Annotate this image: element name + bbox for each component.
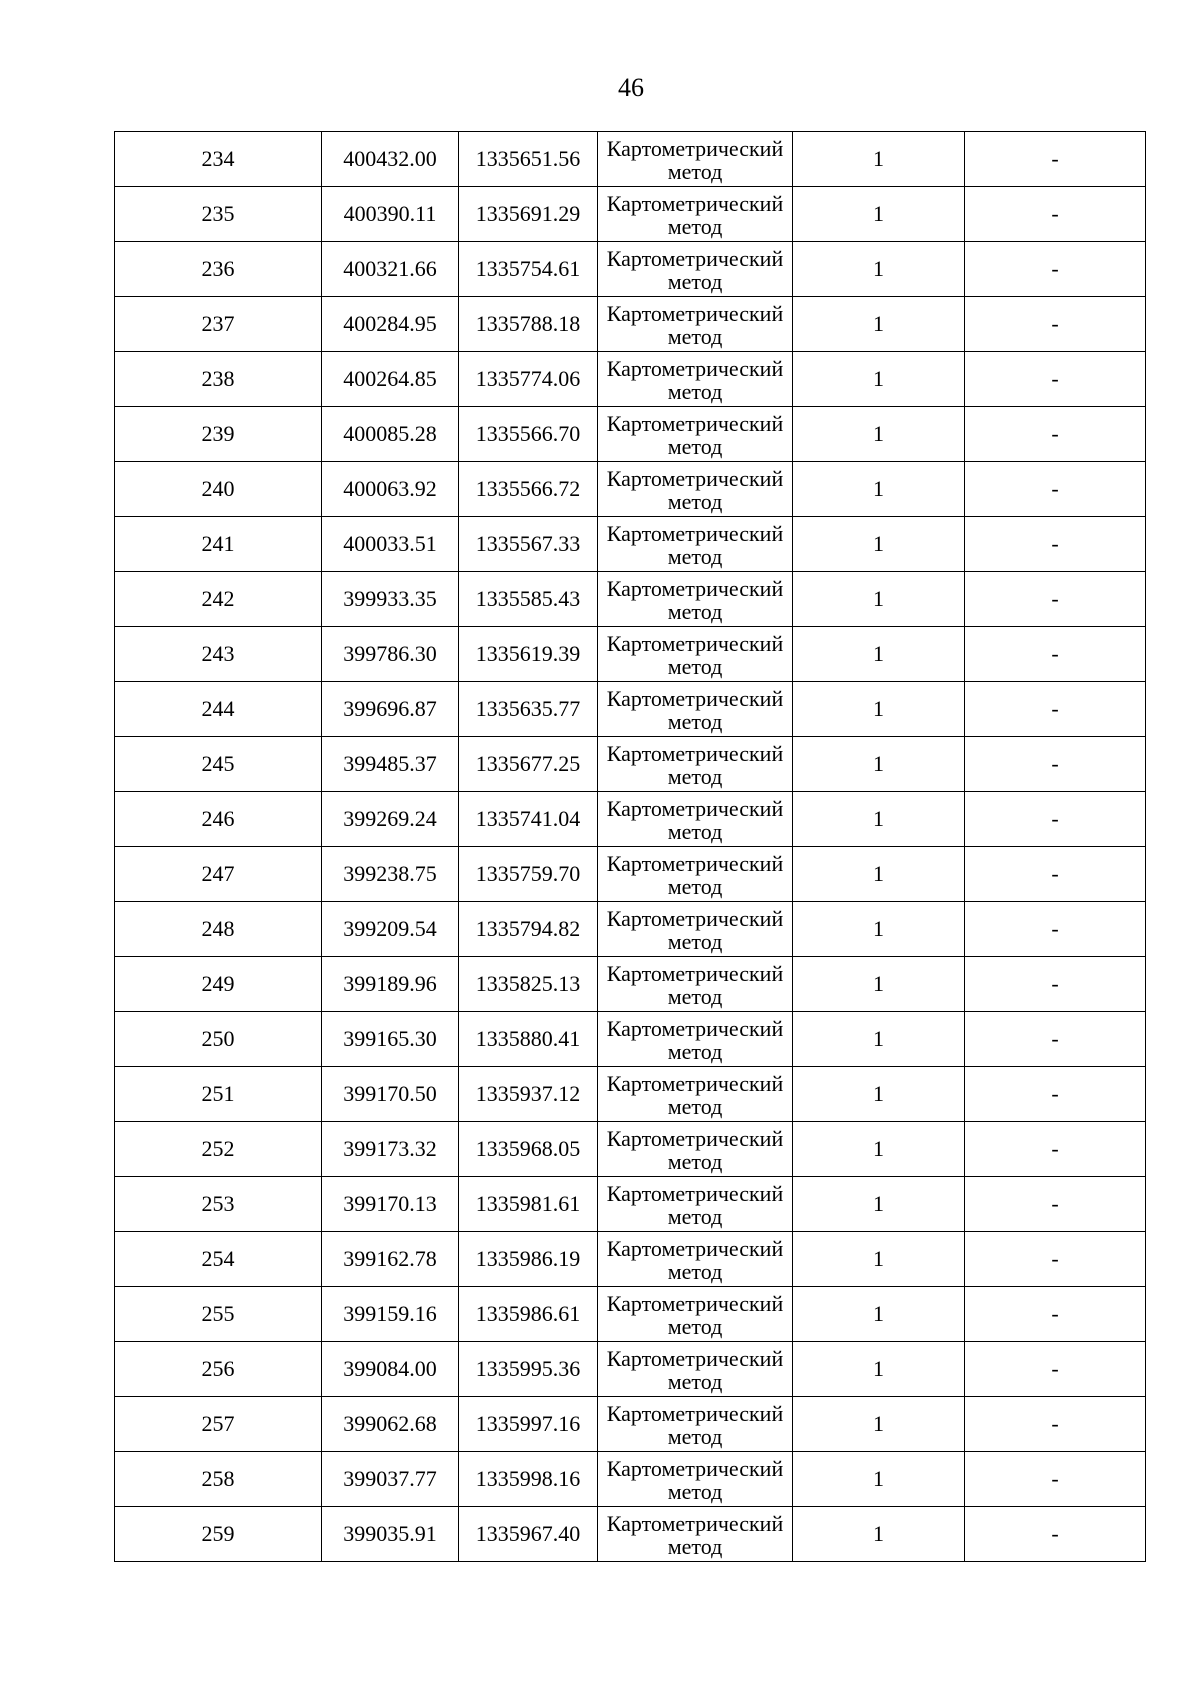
method-text-line1: Картометрический: [606, 355, 784, 381]
method-text-line2: метод: [667, 1203, 723, 1229]
accuracy-cell: 1: [793, 132, 965, 187]
point-number-cell: 252: [115, 1122, 322, 1177]
method-text-line1: Картометрический: [606, 1290, 784, 1316]
accuracy-cell: 1: [793, 462, 965, 517]
accuracy-cell: 1: [793, 1342, 965, 1397]
x-coordinate-cell: 400085.28: [322, 407, 459, 462]
accuracy-cell: 1: [793, 572, 965, 627]
accuracy-cell: 1: [793, 737, 965, 792]
accuracy-cell: 1: [793, 1177, 965, 1232]
note-cell: -: [965, 572, 1146, 627]
method-text-line1: Картометрический: [606, 190, 784, 216]
table-row: [115, 1067, 1146, 1122]
y-coordinate-cell: 1335986.61: [459, 1287, 598, 1342]
method-text-line1: Картометрический: [606, 1510, 784, 1536]
table-row: [115, 242, 1146, 297]
method-text-line2: метод: [667, 488, 723, 514]
method-text-line2: метод: [667, 818, 723, 844]
point-number-cell: 246: [115, 792, 322, 847]
point-number-cell: 256: [115, 1342, 322, 1397]
x-coordinate-cell: 400321.66: [322, 242, 459, 297]
method-text-line1: Картометрический: [606, 905, 784, 931]
x-coordinate-cell: 399238.75: [322, 847, 459, 902]
x-coordinate-cell: 399062.68: [322, 1397, 459, 1452]
y-coordinate-cell: 1335566.72: [459, 462, 598, 517]
table-row: [115, 462, 1146, 517]
method-cell: [598, 1232, 793, 1287]
method-text-line1: Картометрический: [606, 960, 784, 986]
accuracy-cell: 1: [793, 297, 965, 352]
point-number-cell: 257: [115, 1397, 322, 1452]
method-text-line1: Картометрический: [606, 740, 784, 766]
table-row: [115, 1012, 1146, 1067]
accuracy-cell: 1: [793, 682, 965, 737]
method-text-line2: метод: [667, 928, 723, 954]
accuracy-cell: 1: [793, 1507, 965, 1562]
y-coordinate-cell: 1335986.19: [459, 1232, 598, 1287]
y-coordinate-cell: 1335759.70: [459, 847, 598, 902]
note-cell: -: [965, 902, 1146, 957]
point-number-cell: 234: [115, 132, 322, 187]
method-cell: [598, 187, 793, 242]
point-number-cell: 240: [115, 462, 322, 517]
note-cell: -: [965, 1177, 1146, 1232]
accuracy-cell: 1: [793, 1067, 965, 1122]
x-coordinate-cell: 400390.11: [322, 187, 459, 242]
method-text-line2: метод: [667, 1478, 723, 1504]
note-cell: -: [965, 132, 1146, 187]
table-row: [115, 132, 1146, 187]
note-cell: -: [965, 242, 1146, 297]
note-cell: -: [965, 1122, 1146, 1177]
method-text-line2: метод: [667, 708, 723, 734]
method-cell: [598, 572, 793, 627]
table-row: [115, 902, 1146, 957]
x-coordinate-cell: 399696.87: [322, 682, 459, 737]
method-text-line2: метод: [667, 653, 723, 679]
point-number-cell: 244: [115, 682, 322, 737]
accuracy-cell: 1: [793, 902, 965, 957]
method-cell: [598, 902, 793, 957]
point-number-cell: 245: [115, 737, 322, 792]
method-text-line2: метод: [667, 378, 723, 404]
note-cell: -: [965, 462, 1146, 517]
method-text-line2: метод: [667, 213, 723, 239]
y-coordinate-cell: 1335937.12: [459, 1067, 598, 1122]
method-text-line2: метод: [667, 873, 723, 899]
x-coordinate-cell: 399933.35: [322, 572, 459, 627]
y-coordinate-cell: 1335825.13: [459, 957, 598, 1012]
table-body: [115, 132, 1146, 1562]
y-coordinate-cell: 1335651.56: [459, 132, 598, 187]
method-text-line2: метод: [667, 543, 723, 569]
note-cell: -: [965, 1342, 1146, 1397]
table-row: [115, 957, 1146, 1012]
method-cell: [598, 1122, 793, 1177]
accuracy-cell: 1: [793, 847, 965, 902]
x-coordinate-cell: 399159.16: [322, 1287, 459, 1342]
method-cell: [598, 682, 793, 737]
x-coordinate-cell: 399189.96: [322, 957, 459, 1012]
method-text-line2: метод: [667, 1423, 723, 1449]
y-coordinate-cell: 1335880.41: [459, 1012, 598, 1067]
method-cell: [598, 957, 793, 1012]
y-coordinate-cell: 1335774.06: [459, 352, 598, 407]
y-coordinate-cell: 1335677.25: [459, 737, 598, 792]
method-cell: [598, 627, 793, 682]
table-row: [115, 1452, 1146, 1507]
table-row: [115, 1397, 1146, 1452]
method-cell: [598, 1397, 793, 1452]
point-number-cell: 236: [115, 242, 322, 297]
method-cell: [598, 352, 793, 407]
method-text-line2: метод: [667, 1258, 723, 1284]
y-coordinate-cell: 1335585.43: [459, 572, 598, 627]
point-number-cell: 259: [115, 1507, 322, 1562]
method-text-line1: Картометрический: [606, 245, 784, 271]
point-number-cell: 238: [115, 352, 322, 407]
x-coordinate-cell: 400432.00: [322, 132, 459, 187]
method-cell: [598, 792, 793, 847]
x-coordinate-cell: 400033.51: [322, 517, 459, 572]
method-cell: [598, 462, 793, 517]
table-row: [115, 517, 1146, 572]
method-text-line1: Картометрический: [606, 795, 784, 821]
table-row: [115, 572, 1146, 627]
method-cell: [598, 847, 793, 902]
x-coordinate-cell: 399084.00: [322, 1342, 459, 1397]
y-coordinate-cell: 1335635.77: [459, 682, 598, 737]
y-coordinate-cell: 1335619.39: [459, 627, 598, 682]
note-cell: -: [965, 517, 1146, 572]
y-coordinate-cell: 1335741.04: [459, 792, 598, 847]
note-cell: -: [965, 407, 1146, 462]
table-row: [115, 847, 1146, 902]
method-text-line1: Картометрический: [606, 1400, 784, 1426]
note-cell: -: [965, 297, 1146, 352]
method-text-line1: Картометрический: [606, 300, 784, 326]
x-coordinate-cell: 399173.32: [322, 1122, 459, 1177]
method-text-line1: Картометрический: [606, 465, 784, 491]
table-row: [115, 407, 1146, 462]
table-row: [115, 1342, 1146, 1397]
method-text-line2: метод: [667, 1093, 723, 1119]
method-cell: [598, 737, 793, 792]
method-cell: [598, 242, 793, 297]
x-coordinate-cell: 399035.91: [322, 1507, 459, 1562]
note-cell: -: [965, 1012, 1146, 1067]
accuracy-cell: 1: [793, 187, 965, 242]
note-cell: -: [965, 1287, 1146, 1342]
x-coordinate-cell: 400284.95: [322, 297, 459, 352]
method-cell: [598, 1287, 793, 1342]
y-coordinate-cell: 1335998.16: [459, 1452, 598, 1507]
table-row: [115, 737, 1146, 792]
table-row: [115, 187, 1146, 242]
x-coordinate-cell: 399165.30: [322, 1012, 459, 1067]
x-coordinate-cell: 400063.92: [322, 462, 459, 517]
coordinates-table: [114, 131, 1146, 1562]
note-cell: -: [965, 1067, 1146, 1122]
method-text-line1: Картометрический: [606, 1345, 784, 1371]
point-number-cell: 250: [115, 1012, 322, 1067]
point-number-cell: 247: [115, 847, 322, 902]
point-number-cell: 248: [115, 902, 322, 957]
table-row: [115, 1507, 1146, 1562]
accuracy-cell: 1: [793, 1012, 965, 1067]
point-number-cell: 251: [115, 1067, 322, 1122]
note-cell: -: [965, 352, 1146, 407]
point-number-cell: 243: [115, 627, 322, 682]
method-text-line2: метод: [667, 268, 723, 294]
method-cell: [598, 517, 793, 572]
accuracy-cell: 1: [793, 242, 965, 297]
method-text-line1: Картометрический: [606, 850, 784, 876]
method-text-line1: Картометрический: [606, 520, 784, 546]
method-cell: [598, 297, 793, 352]
x-coordinate-cell: 400264.85: [322, 352, 459, 407]
method-cell: [598, 132, 793, 187]
note-cell: -: [965, 1232, 1146, 1287]
note-cell: -: [965, 737, 1146, 792]
y-coordinate-cell: 1335691.29: [459, 187, 598, 242]
method-text-line2: метод: [667, 158, 723, 184]
accuracy-cell: 1: [793, 957, 965, 1012]
accuracy-cell: 1: [793, 1452, 965, 1507]
method-text-line1: Картометрический: [606, 630, 784, 656]
method-text-line2: метод: [667, 1148, 723, 1174]
note-cell: -: [965, 1452, 1146, 1507]
point-number-cell: 258: [115, 1452, 322, 1507]
note-cell: -: [965, 1507, 1146, 1562]
method-text-line2: метод: [667, 598, 723, 624]
method-cell: [598, 1452, 793, 1507]
method-cell: [598, 1012, 793, 1067]
page-number: 46: [618, 73, 644, 102]
method-text-line1: Картометрический: [606, 410, 784, 436]
y-coordinate-cell: 1335788.18: [459, 297, 598, 352]
x-coordinate-cell: 399269.24: [322, 792, 459, 847]
method-text-line2: метод: [667, 1038, 723, 1064]
accuracy-cell: 1: [793, 627, 965, 682]
point-number-cell: 237: [115, 297, 322, 352]
point-number-cell: 239: [115, 407, 322, 462]
y-coordinate-cell: 1335995.36: [459, 1342, 598, 1397]
method-text-line2: метод: [667, 983, 723, 1009]
method-cell: [598, 1177, 793, 1232]
table-row: [115, 352, 1146, 407]
method-text-line1: Картометрический: [606, 1235, 784, 1261]
y-coordinate-cell: 1335754.61: [459, 242, 598, 297]
point-number-cell: 235: [115, 187, 322, 242]
method-text-line2: метод: [667, 763, 723, 789]
table-row: [115, 1232, 1146, 1287]
point-number-cell: 249: [115, 957, 322, 1012]
note-cell: -: [965, 847, 1146, 902]
accuracy-cell: 1: [793, 407, 965, 462]
note-cell: -: [965, 682, 1146, 737]
x-coordinate-cell: 399170.13: [322, 1177, 459, 1232]
table-row: [115, 627, 1146, 682]
method-text-line2: метод: [667, 433, 723, 459]
accuracy-cell: 1: [793, 1232, 965, 1287]
method-text-line1: Картометрический: [606, 135, 784, 161]
y-coordinate-cell: 1335967.40: [459, 1507, 598, 1562]
y-coordinate-cell: 1335567.33: [459, 517, 598, 572]
method-text-line1: Картометрический: [606, 685, 784, 711]
y-coordinate-cell: 1335997.16: [459, 1397, 598, 1452]
accuracy-cell: 1: [793, 352, 965, 407]
accuracy-cell: 1: [793, 1397, 965, 1452]
accuracy-cell: 1: [793, 1287, 965, 1342]
method-text-line1: Картометрический: [606, 1070, 784, 1096]
table-row: [115, 1287, 1146, 1342]
y-coordinate-cell: 1335794.82: [459, 902, 598, 957]
table-row: [115, 297, 1146, 352]
method-text-line1: Картометрический: [606, 1180, 784, 1206]
note-cell: -: [965, 1397, 1146, 1452]
method-text-line1: Картометрический: [606, 1015, 784, 1041]
method-text-line2: метод: [667, 1533, 723, 1559]
method-text-line1: Картометрический: [606, 1455, 784, 1481]
table-row: [115, 1177, 1146, 1232]
point-number-cell: 255: [115, 1287, 322, 1342]
method-text-line1: Картометрический: [606, 1125, 784, 1151]
accuracy-cell: 1: [793, 792, 965, 847]
table-row: [115, 682, 1146, 737]
y-coordinate-cell: 1335981.61: [459, 1177, 598, 1232]
method-text-line2: метод: [667, 323, 723, 349]
table-row: [115, 1122, 1146, 1177]
method-cell: [598, 407, 793, 462]
accuracy-cell: 1: [793, 1122, 965, 1177]
method-cell: [598, 1067, 793, 1122]
y-coordinate-cell: 1335968.05: [459, 1122, 598, 1177]
y-coordinate-cell: 1335566.70: [459, 407, 598, 462]
note-cell: -: [965, 627, 1146, 682]
method-text-line1: Картометрический: [606, 575, 784, 601]
method-cell: [598, 1342, 793, 1397]
x-coordinate-cell: 399786.30: [322, 627, 459, 682]
point-number-cell: 254: [115, 1232, 322, 1287]
x-coordinate-cell: 399162.78: [322, 1232, 459, 1287]
point-number-cell: 242: [115, 572, 322, 627]
note-cell: -: [965, 792, 1146, 847]
x-coordinate-cell: 399037.77: [322, 1452, 459, 1507]
note-cell: -: [965, 957, 1146, 1012]
x-coordinate-cell: 399170.50: [322, 1067, 459, 1122]
method-text-line2: метод: [667, 1368, 723, 1394]
method-cell: [598, 1507, 793, 1562]
x-coordinate-cell: 399209.54: [322, 902, 459, 957]
method-text-line2: метод: [667, 1313, 723, 1339]
table-row: [115, 792, 1146, 847]
note-cell: -: [965, 187, 1146, 242]
point-number-cell: 253: [115, 1177, 322, 1232]
accuracy-cell: 1: [793, 517, 965, 572]
point-number-cell: 241: [115, 517, 322, 572]
x-coordinate-cell: 399485.37: [322, 737, 459, 792]
